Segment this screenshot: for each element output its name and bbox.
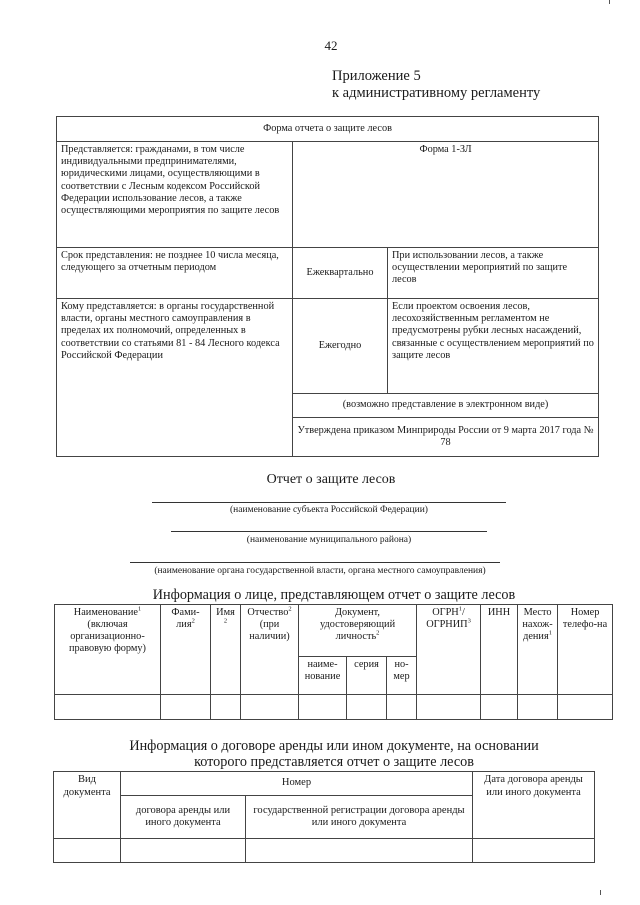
submitted-by: Представляется: гражданами, в том числе индивидуальными предпринимателями, юридическими лицами, осуществляющими в соответствии с Лесным кодексом Российской Федерации использование лесов, а также осуществляющими мероприятия по защите лесов: [57, 142, 293, 248]
col-phone: Номер телефо-на: [558, 605, 613, 695]
authority-name-caption: (наименование органа государственной власти, органа местного самоуправления): [154, 566, 486, 576]
cell-date[interactable]: [473, 839, 595, 863]
cell-inn[interactable]: [481, 695, 518, 720]
lease-info-table: [53, 771, 595, 863]
scan-mark: [609, 0, 610, 4]
lease-title-line-2: которого представляется отчет о защите лесов: [194, 754, 474, 770]
col-inn: ИНН: [481, 605, 518, 695]
cell-phone[interactable]: [558, 695, 613, 720]
cell-patronymic[interactable]: [241, 695, 299, 720]
table-row: [55, 695, 613, 720]
col-id-doc-number: но-мер: [387, 657, 417, 695]
col-surname: Фами-лия$^2$: [161, 605, 211, 695]
cell-id-doc-name[interactable]: [299, 695, 347, 720]
form-info-table: [56, 116, 599, 457]
scan-mark: [600, 890, 601, 895]
col-patronymic: Отчество$^2$ (при наличии): [241, 605, 299, 695]
person-info-table: [54, 604, 613, 720]
deadline: Срок представления: не позднее 10 числа месяца, следующего за отчетным периодом: [57, 248, 293, 299]
col-id-doc-series: серия: [347, 657, 387, 695]
cell-surname[interactable]: [161, 695, 211, 720]
col-date: Дата договора аренды или иного документа: [473, 772, 595, 839]
recipient: Кому представляется: в органы государственной власти, органы местного самоуправления в пределах их полномочий, определенных в соответствии со статьями 81 - 84 Лесного кодекса Российской Федерации: [57, 299, 293, 457]
lease-section-title: [0, 738, 640, 770]
lease-title-line-1: Информация о договоре аренды или ином документе, на основании: [129, 738, 539, 754]
appendix-heading: [332, 68, 540, 102]
appendix-line-2: к административному регламенту: [332, 85, 541, 101]
cell-location[interactable]: [518, 695, 558, 720]
subject-name-caption: (наименование субъекта Российской Федерации): [230, 505, 428, 515]
electronic-note: (возможно представление в электронном виде): [293, 394, 599, 418]
form-title: Форма отчета о защите лесов: [57, 117, 599, 142]
approval-note: Утверждена приказом Минприроды России от 9 марта 2017 года № 78: [293, 418, 599, 457]
form-code: Форма 1-ЗЛ: [293, 142, 599, 248]
cell-ogrn[interactable]: [417, 695, 481, 720]
cell-number-registration[interactable]: [246, 839, 473, 863]
subject-name-line[interactable]: [152, 502, 506, 503]
condition-annual: Если проектом освоения лесов, лесохозяйственным регламентом не предусмотрены рубки лесных насаждений, связанные с осуществлением мероприятий по защите лесов: [388, 299, 599, 394]
col-location: Место нахож-дения$^1$: [518, 605, 558, 695]
col-number-contract: договора аренды или иного документа: [121, 796, 246, 839]
col-id-doc-name: наиме-нование: [299, 657, 347, 695]
col-name: Наименование$^1$ (включая организационно-правовую форму): [55, 605, 161, 695]
cell-id-doc-series[interactable]: [347, 695, 387, 720]
col-number-registration: государственной регистрации договора аренды или иного документа: [246, 796, 473, 839]
col-name-note: (включая организационно-правовую форму): [68, 619, 146, 654]
cell-doc-type[interactable]: [54, 839, 121, 863]
col-ogrn: ОГРН$^1$/ ОГРНИП$^3$: [417, 605, 481, 695]
col-doc-type: Вид документа: [54, 772, 121, 839]
period-quarterly: Ежеквартально: [293, 248, 388, 299]
cell-number-contract[interactable]: [121, 839, 246, 863]
cell-name[interactable]: [55, 695, 161, 720]
period-annual: Ежегодно: [293, 299, 388, 394]
authority-name-line[interactable]: [130, 562, 500, 563]
report-title: Отчет о защите лесов: [266, 472, 396, 487]
municipal-district-caption: (наименование муниципального района): [246, 535, 412, 545]
condition-quarterly: При использовании лесов, а также осуществлении мероприятий по защите лесов: [388, 248, 599, 299]
municipal-district-line[interactable]: [171, 531, 487, 532]
cell-first-name[interactable]: [211, 695, 241, 720]
appendix-line-1: Приложение 5: [332, 68, 421, 84]
col-first-name: Имя $^2$: [211, 605, 241, 695]
col-id-document: Документ, удостоверяющий личность$^2$: [299, 605, 417, 657]
cell-id-doc-number[interactable]: [387, 695, 417, 720]
col-number: Номер: [121, 772, 473, 796]
page-number: 42: [324, 38, 338, 53]
table-row: [54, 839, 595, 863]
person-section-title: Информация о лице, представляющем отчет о защите лесов: [152, 587, 516, 603]
